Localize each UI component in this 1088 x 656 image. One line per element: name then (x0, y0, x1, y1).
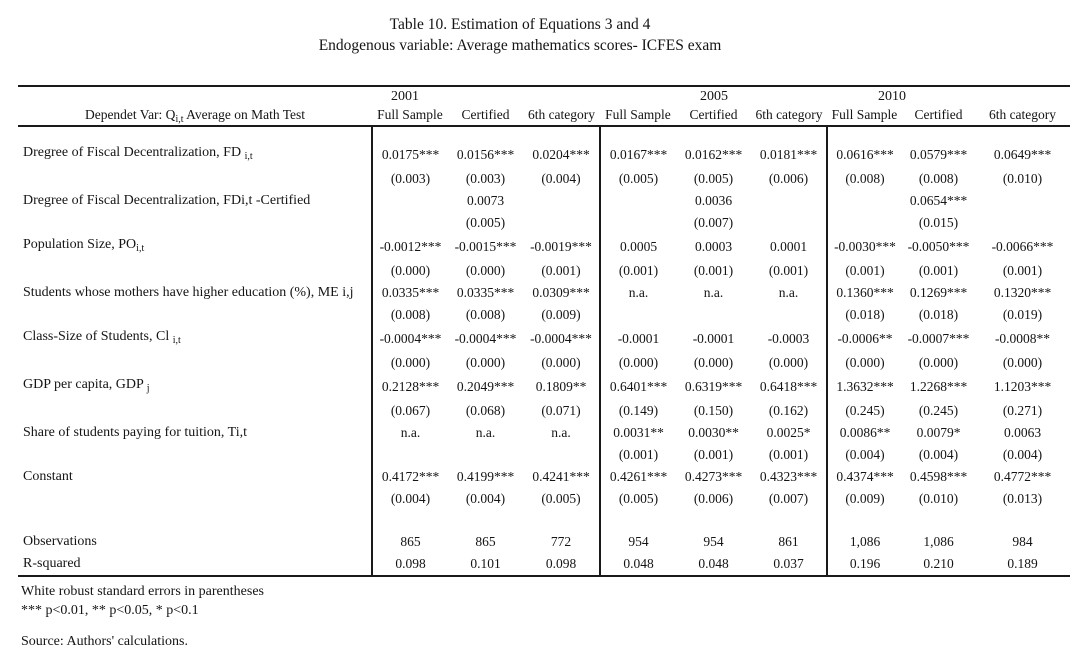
coef-cell: 0.4199*** (456, 469, 515, 484)
coef-cell: 0.0309*** (532, 285, 590, 300)
coef-cell: 0.6319*** (684, 379, 743, 394)
se-cell: (0.018) (827, 304, 902, 326)
coef-cell: 0.0086** (827, 422, 902, 444)
row-label (18, 510, 372, 531)
coef-cell: -0.0012*** (372, 234, 448, 260)
row-label (18, 126, 372, 142)
coef-cell: -0.0015*** (454, 239, 517, 254)
footnote-source: Source: Authors' calculations. (21, 634, 188, 649)
table-row (18, 234, 1070, 260)
coef-cell: 0.0005 (600, 234, 676, 260)
coef-cell: 0.0003 (694, 239, 733, 254)
coef-cell: 0.0063 (1003, 425, 1042, 440)
coef-cell: 0.1360*** (827, 282, 902, 304)
se-cell: (0.005) (465, 215, 506, 230)
stat-label: Observations (23, 534, 97, 549)
coef-cell: 0.0167*** (600, 142, 676, 168)
se-cell: (0.000) (465, 355, 506, 370)
se-cell: (0.001) (768, 263, 809, 278)
coef-cell: 0.0036 (694, 193, 733, 208)
stat-value: 1,086 (827, 531, 902, 553)
coef-cell (827, 190, 902, 212)
se-cell: (0.245) (918, 403, 959, 418)
se-cell: (0.001) (1002, 263, 1043, 278)
coef-cell: -0.0050*** (907, 239, 970, 254)
se-cell: (0.007) (693, 215, 734, 230)
empty-cell (751, 126, 827, 142)
table-row (18, 422, 1070, 444)
empty-cell (902, 510, 975, 531)
stat-label: R-squared (18, 553, 372, 576)
coef-cell: 0.4261*** (600, 466, 676, 488)
coef-cell: 0.4772*** (993, 469, 1052, 484)
coef-cell: 1.1203*** (993, 379, 1052, 394)
se-cell: (0.004) (541, 171, 581, 186)
se-cell: (0.006) (693, 491, 734, 506)
stat-value: 865 (475, 534, 496, 549)
se-cell: (0.000) (465, 263, 506, 278)
table-row (18, 168, 1070, 190)
coef-cell: 0.0025* (766, 425, 811, 440)
table-row (18, 260, 1070, 282)
row-label-text: Dregree of Fiscal Decentralization, FD (23, 145, 245, 160)
coef-cell: n.a. (703, 285, 724, 300)
empty-cell (523, 126, 600, 142)
se-cell (751, 212, 827, 234)
coef-cell (600, 190, 676, 212)
year-header-cell (18, 86, 1070, 107)
coef-cell: 0.1320*** (993, 285, 1052, 300)
coef-cell: 0.4323*** (759, 469, 818, 484)
stat-value: 0.189 (975, 553, 1070, 576)
coef-cell: -0.0004*** (372, 326, 448, 352)
empty-cell (902, 126, 975, 142)
coef-cell (523, 190, 600, 212)
se-cell: (0.071) (541, 403, 581, 418)
coef-cell: 0.4172*** (372, 466, 448, 488)
stats-row (18, 531, 1070, 553)
coef-cell: -0.0019*** (530, 239, 592, 254)
coef-cell: 0.4374*** (827, 466, 902, 488)
coef-cell: 0.0001 (769, 239, 808, 254)
coef-cell: 0.0649*** (993, 147, 1052, 162)
se-cell: (0.001) (768, 447, 809, 462)
table-row (18, 374, 1070, 400)
title-block (20, 14, 1020, 56)
coef-cell: 0.1269*** (909, 285, 968, 300)
coef-cell: 0.0654*** (909, 193, 968, 208)
coef-cell: 0.6418*** (759, 379, 818, 394)
coef-cell: 0.0335*** (456, 285, 515, 300)
row-label (18, 466, 372, 488)
empty-cell (975, 510, 1070, 531)
se-cell: (0.008) (465, 307, 506, 322)
row-label-subscript: i,t (172, 335, 181, 346)
row-label-text: Share of students paying for tuition, Ti,t (23, 425, 247, 440)
row-label (18, 422, 372, 444)
coef-cell: -0.0066*** (991, 239, 1054, 254)
coef-cell: -0.0008** (994, 331, 1051, 346)
coef-cell (751, 190, 827, 212)
row-label-subscript: i,t (244, 151, 253, 162)
coef-cell: -0.0004*** (454, 331, 517, 346)
stat-value: 0.048 (600, 553, 676, 576)
se-cell: (0.015) (918, 215, 959, 230)
year-label: 2005 (700, 89, 728, 104)
table-body (18, 126, 1070, 576)
stat-value: 0.210 (902, 553, 975, 576)
row-label (18, 282, 372, 304)
se-cell: (0.150) (693, 403, 734, 418)
se-cell: (0.008) (372, 304, 448, 326)
se-cell: (0.004) (918, 447, 959, 462)
year-label: 2001 (391, 89, 419, 104)
empty-cell (372, 126, 448, 142)
regression-table (18, 85, 1070, 577)
row-label (18, 400, 372, 422)
se-cell: (0.001) (827, 260, 902, 282)
se-cell (600, 304, 676, 326)
coef-cell: -0.0004*** (530, 331, 592, 346)
coef-cell: n.a. (372, 422, 448, 444)
gap-row (18, 510, 1070, 531)
row-label (18, 352, 372, 374)
stat-value: 1,086 (923, 534, 954, 549)
coef-cell: 0.2128*** (372, 374, 448, 400)
empty-cell (448, 510, 523, 531)
coef-cell: 0.0204*** (532, 147, 590, 162)
stat-value: 954 (600, 531, 676, 553)
se-cell: (0.018) (918, 307, 959, 322)
table-row (18, 352, 1070, 374)
column-header: Full Sample (600, 107, 676, 126)
coef-cell: 0.6401*** (600, 374, 676, 400)
row-label-text: Dregree of Fiscal Decentralization, FDi,t -Certified (23, 193, 311, 208)
column-header: Full Sample (827, 107, 902, 126)
se-cell: (0.000) (827, 352, 902, 374)
stat-value: 984 (1012, 534, 1033, 549)
year-header-row (18, 86, 1070, 107)
coef-cell: 1.3632*** (827, 374, 902, 400)
column-header: 6th category (523, 107, 600, 126)
table-subtitle: Endogenous variable: Average mathematics scores- ICFES exam (318, 37, 722, 54)
se-cell: (0.068) (465, 403, 506, 418)
coef-cell: 0.0175*** (372, 142, 448, 168)
column-header: Certified (676, 107, 751, 126)
row-label-subscript: i,t (136, 243, 145, 254)
se-cell: (0.001) (693, 447, 734, 462)
table-row (18, 282, 1070, 304)
se-cell: (0.010) (1002, 171, 1043, 186)
se-cell: (0.000) (372, 260, 448, 282)
row-label (18, 234, 372, 260)
se-cell: (0.000) (541, 355, 581, 370)
se-cell: (0.005) (693, 171, 734, 186)
se-cell: (0.004) (465, 491, 506, 506)
se-cell: (0.005) (600, 168, 676, 190)
coef-cell: -0.0006** (827, 326, 902, 352)
empty-cell (751, 510, 827, 531)
se-cell: (0.067) (372, 400, 448, 422)
se-cell: (0.001) (693, 263, 734, 278)
se-cell (751, 304, 827, 326)
table-row (18, 326, 1070, 352)
table-row (18, 466, 1070, 488)
empty-cell (600, 126, 676, 142)
empty-cell (975, 126, 1070, 142)
table-row (18, 400, 1070, 422)
stat-value: 861 (778, 534, 799, 549)
se-cell: (0.245) (827, 400, 902, 422)
row-label (18, 326, 372, 352)
se-cell (523, 212, 600, 234)
coef-cell: n.a. (778, 285, 799, 300)
se-cell: (0.000) (768, 355, 809, 370)
stat-value: 954 (703, 534, 724, 549)
stat-value: 0.048 (676, 553, 751, 576)
table-title: Table 10. Estimation of Equations 3 and 4 (389, 16, 651, 33)
table-row (18, 212, 1070, 234)
coef-cell: -0.0001 (600, 326, 676, 352)
column-header: 6th category (975, 107, 1070, 126)
se-cell: (0.001) (541, 263, 581, 278)
table-header (18, 86, 1070, 126)
row-label-text: Students whose mothers have higher education (%), ME i,j (23, 285, 354, 300)
stats-row (18, 553, 1070, 576)
coef-cell: 0.0616*** (827, 142, 902, 168)
se-cell: (0.001) (918, 263, 959, 278)
se-cell (676, 304, 751, 326)
table-row (18, 142, 1070, 168)
se-cell: (0.003) (372, 168, 448, 190)
coef-cell: 0.0579*** (909, 147, 968, 162)
se-cell (448, 444, 523, 466)
row-label (18, 444, 372, 466)
coef-cell: 0.0030** (688, 425, 739, 440)
coef-cell: 0.4241*** (532, 469, 590, 484)
row-label (18, 304, 372, 326)
coef-cell: 0.0162*** (684, 147, 743, 162)
empty-cell (600, 510, 676, 531)
se-cell: (0.003) (465, 171, 506, 186)
se-cell: (0.000) (693, 355, 734, 370)
row-label-subscript: j (146, 383, 150, 394)
stat-value: 0.098 (372, 553, 448, 576)
table-row (18, 304, 1070, 326)
column-header: Certified (902, 107, 975, 126)
se-cell: (0.007) (768, 491, 809, 506)
se-cell (600, 212, 676, 234)
se-cell: (0.004) (372, 488, 448, 510)
row-label (18, 374, 372, 400)
coef-cell: 0.0031** (600, 422, 676, 444)
row-label-text: Constant (23, 469, 73, 484)
depvar-text: Average on Math Test (183, 107, 306, 122)
se-cell (827, 212, 902, 234)
spacer-row (18, 126, 1070, 142)
table-row (18, 444, 1070, 466)
se-cell: (0.000) (372, 352, 448, 374)
coef-cell: 0.0079* (916, 425, 961, 440)
se-cell: (0.008) (827, 168, 902, 190)
column-header-row (18, 107, 1070, 126)
coef-cell: n.a. (600, 282, 676, 304)
se-cell: (0.271) (1002, 403, 1043, 418)
coef-cell: -0.0001 (692, 331, 735, 346)
stat-value: 0.101 (448, 553, 523, 576)
coef-cell: 0.2049*** (456, 379, 515, 394)
se-cell (372, 212, 448, 234)
empty-cell (676, 510, 751, 531)
coef-cell: 0.1809** (535, 379, 587, 394)
row-label (18, 212, 372, 234)
row-label-text: Class-Size of Students, Cl (23, 329, 173, 344)
empty-cell (372, 510, 448, 531)
empty-cell (676, 126, 751, 142)
stat-value: 0.098 (523, 553, 600, 576)
coef-cell: -0.0007*** (907, 331, 970, 346)
se-cell: (0.010) (918, 491, 959, 506)
coef-cell: 1.2268*** (909, 379, 968, 394)
se-cell (372, 444, 448, 466)
coef-cell: n.a. (551, 425, 571, 440)
stat-value: 0.037 (751, 553, 827, 576)
table-row (18, 488, 1070, 510)
se-cell: (0.000) (600, 352, 676, 374)
document-page (0, 14, 1088, 651)
se-cell: (0.009) (827, 488, 902, 510)
empty-cell (827, 510, 902, 531)
depvar-text: Dependet Var: Q (84, 107, 176, 122)
stat-value: 772 (550, 534, 572, 549)
column-header: 6th category (751, 107, 827, 126)
coef-cell: -0.0003 (767, 331, 810, 346)
se-cell: (0.004) (1002, 447, 1043, 462)
coef-cell (975, 190, 1070, 212)
coef-cell: n.a. (475, 425, 496, 440)
coef-cell (372, 190, 448, 212)
empty-cell (523, 510, 600, 531)
stat-value: 865 (372, 531, 448, 553)
row-label (18, 488, 372, 510)
footnotes-block (21, 582, 1088, 651)
se-cell: (0.008) (918, 171, 959, 186)
se-cell (523, 444, 600, 466)
se-cell: (0.019) (1002, 307, 1043, 322)
coef-cell: 0.0335*** (372, 282, 448, 304)
empty-cell (448, 126, 523, 142)
row-label-text: GDP per capita, GDP (23, 377, 147, 392)
se-cell: (0.001) (600, 444, 676, 466)
se-cell: (0.162) (768, 403, 809, 418)
dependent-var-label (18, 107, 372, 126)
se-cell: (0.001) (600, 260, 676, 282)
year-label: 2010 (878, 89, 906, 104)
se-cell: (0.009) (541, 307, 581, 322)
row-label-text: Population Size, PO (23, 237, 137, 252)
se-cell: (0.000) (1002, 355, 1043, 370)
coef-cell: 0.0156*** (456, 147, 515, 162)
se-cell: (0.005) (600, 488, 676, 510)
column-header: Certified (448, 107, 523, 126)
se-cell (975, 212, 1070, 234)
se-cell: (0.006) (768, 171, 809, 186)
row-label (18, 190, 372, 212)
se-cell: (0.000) (918, 355, 959, 370)
empty-cell (827, 126, 902, 142)
se-cell: (0.013) (1002, 491, 1043, 506)
column-header: Full Sample (372, 107, 448, 126)
stat-value: 0.196 (827, 553, 902, 576)
row-label (18, 142, 372, 168)
table-row (18, 190, 1070, 212)
coef-cell: 0.4273*** (684, 469, 743, 484)
coef-cell: -0.0030*** (827, 234, 902, 260)
row-label (18, 168, 372, 190)
coef-cell: 0.4598*** (909, 469, 968, 484)
footnote-significance: *** p<0.01, ** p<0.05, * p<0.1 (21, 603, 199, 618)
se-cell: (0.149) (600, 400, 676, 422)
row-label (18, 260, 372, 282)
se-cell: (0.005) (541, 491, 581, 506)
footnote-standard-errors: White robust standard errors in parentheses (21, 584, 264, 599)
depvar-subscript: i,t (175, 114, 184, 125)
coef-cell: 0.0181*** (759, 147, 818, 162)
se-cell: (0.004) (827, 444, 902, 466)
coef-cell: 0.0073 (466, 193, 505, 208)
